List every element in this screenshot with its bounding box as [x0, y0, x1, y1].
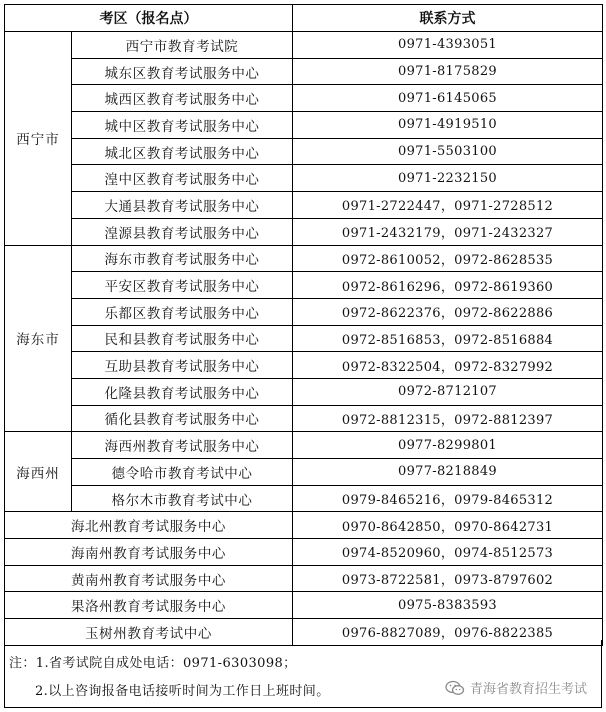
phone-cell: 0973-8722581，0973-8797602	[293, 565, 603, 592]
table-row	[5, 32, 603, 59]
table-row	[5, 245, 603, 272]
site-cell: 城东区教育考试服务中心	[72, 58, 293, 85]
table-row	[5, 85, 603, 112]
table-row	[5, 378, 603, 405]
phone-cell: 0971-6145065	[293, 85, 603, 112]
site-cell: 民和县教育考试服务中心	[72, 325, 293, 352]
watermark-text: 青海省教育招生考试	[469, 682, 587, 697]
site-cell: 西宁市教育考试院	[72, 32, 293, 59]
phone-cell: 0971-4919510	[293, 112, 603, 139]
table-row	[5, 272, 603, 299]
site-cell: 平安区教育考试服务中心	[72, 272, 293, 299]
table-row	[5, 592, 603, 619]
table-row	[5, 298, 603, 325]
phone-cell: 0979-8465216，0979-8465312	[293, 485, 603, 512]
table-row	[5, 539, 603, 566]
phone-cell: 0972-8610052，0972-8628535	[293, 245, 603, 272]
site-cell: 黄南州教育考试服务中心	[5, 565, 293, 592]
notes-box	[4, 640, 602, 708]
table-row	[5, 485, 603, 512]
phone-cell: 0971-5503100	[293, 138, 603, 165]
phone-cell: 0977-8299801	[293, 432, 603, 459]
region-cell: 海东市	[5, 245, 72, 432]
site-cell: 城西区教育考试服务中心	[72, 85, 293, 112]
site-cell: 互助县教育考试服务中心	[72, 352, 293, 379]
watermark	[445, 678, 587, 697]
phone-cell: 0975-8383593	[293, 592, 603, 619]
table-row	[5, 218, 603, 245]
phone-cell: 0971-4393051	[293, 32, 603, 59]
phone-cell: 0971-2232150	[293, 165, 603, 192]
table-row	[5, 192, 603, 219]
note-line-2: 2.以上咨询报备电话接听时间为工作日上班时间。	[35, 684, 330, 699]
site-cell: 城中区教育考试服务中心	[72, 112, 293, 139]
phone-cell: 0977-8218849	[293, 459, 603, 486]
wechat-icon	[445, 680, 465, 696]
phone-cell: 0971-2722447，0971-2728512	[293, 192, 603, 219]
table-row	[5, 325, 603, 352]
site-cell: 循化县教育考试服务中心	[72, 405, 293, 432]
region-cell: 西宁市	[5, 32, 72, 246]
table-row	[5, 432, 603, 459]
phone-cell: 0970-8642850，0970-8642731	[293, 512, 603, 539]
table-row	[5, 165, 603, 192]
site-cell: 湟中区教育考试服务中心	[72, 165, 293, 192]
phone-cell: 0972-8812315，0972-8812397	[293, 405, 603, 432]
contact-table	[4, 4, 603, 646]
table-row	[5, 565, 603, 592]
table-row	[5, 58, 603, 85]
site-cell: 海北州教育考试服务中心	[5, 512, 293, 539]
region-cell: 海西州	[5, 432, 72, 512]
site-cell: 化隆县教育考试服务中心	[72, 378, 293, 405]
phone-cell: 0972-8322504，0972-8327992	[293, 352, 603, 379]
table-row	[5, 512, 603, 539]
site-cell: 乐都区教育考试服务中心	[72, 298, 293, 325]
table-row	[5, 112, 603, 139]
phone-cell: 0971-2432179，0971-2432327	[293, 218, 603, 245]
header-site: 考区（报名点）	[5, 5, 293, 32]
note-line-1: 注：1.省考试院自成处电话：0971-6303098；	[9, 656, 297, 671]
phone-cell: 0972-8516853，0972-8516884	[293, 325, 603, 352]
table-row	[5, 459, 603, 486]
site-cell: 德令哈市教育考试中心	[72, 459, 293, 486]
site-cell: 果洛州教育考试服务中心	[5, 592, 293, 619]
contact-table-body	[5, 5, 603, 646]
phone-cell: 0974-8520960，0974-8512573	[293, 539, 603, 566]
phone-cell: 0971-8175829	[293, 58, 603, 85]
header-phone: 联系方式	[293, 5, 603, 32]
site-cell: 玉树州教育考试中心	[5, 619, 293, 646]
site-cell: 湟源县教育考试服务中心	[72, 218, 293, 245]
phone-cell: 0976-8827089，0976-8822385	[293, 619, 603, 646]
phone-cell: 0972-8616296，0972-8619360	[293, 272, 603, 299]
table-row	[5, 138, 603, 165]
site-cell: 大通县教育考试服务中心	[72, 192, 293, 219]
table-row	[5, 352, 603, 379]
site-cell: 海西州教育考试服务中心	[72, 432, 293, 459]
phone-cell: 0972-8712107	[293, 378, 603, 405]
site-cell: 海南州教育考试服务中心	[5, 539, 293, 566]
site-cell: 海东市教育考试服务中心	[72, 245, 293, 272]
site-cell: 城北区教育考试服务中心	[72, 138, 293, 165]
phone-cell: 0972-8622376，0972-8622886	[293, 298, 603, 325]
site-cell: 格尔木市教育考试中心	[72, 485, 293, 512]
table-row	[5, 405, 603, 432]
table-header-row	[5, 5, 603, 32]
